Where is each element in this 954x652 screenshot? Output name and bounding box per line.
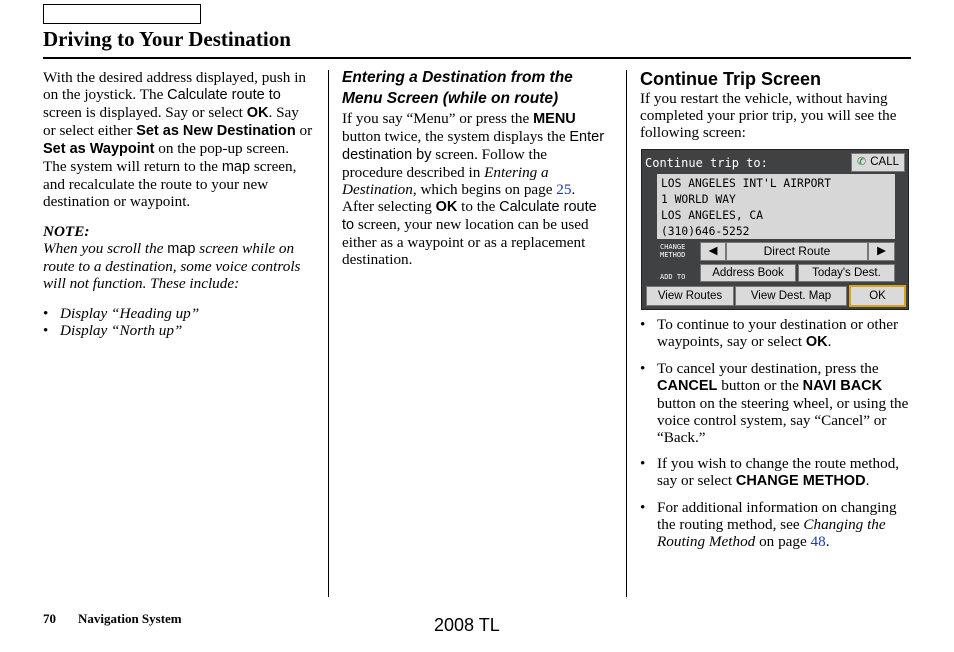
list-item: • Display “Heading up” <box>43 305 200 322</box>
change-method-label: CHANGE METHOD <box>660 243 686 259</box>
phone-icon: ✆ <box>857 156 867 168</box>
list-item: • If you wish to change the route method, say or select CHANGE METHOD. <box>640 455 900 489</box>
route-method-value[interactable]: Direct Route <box>726 242 868 261</box>
page-number: 70 <box>43 611 56 626</box>
view-dest-map-button[interactable]: View Dest. Map <box>735 286 847 306</box>
address-book-button[interactable]: Address Book <box>700 264 796 282</box>
todays-dest-button[interactable]: Today's Dest. <box>798 264 895 282</box>
list-item: • For additional information on changing the routing method, see Changing the Routing Method on page 48. <box>640 499 897 550</box>
screen-title: Continue trip to: <box>645 156 768 170</box>
page-title: Driving to Your Destination <box>43 27 291 51</box>
list-item: • To continue to your destination or other waypoints, say or select OK. <box>640 316 899 350</box>
column-3 <box>640 68 912 141</box>
note-list <box>43 305 313 339</box>
col1-paragraph: With the desired address displayed, push in on the joystick. The Calculate route to screen is displayed. Say or select OK. Say or select either Set as New Destination or Set as Waypoint on the pop-up screen. The system will return to the map screen, and recalculate the route to your new destination or waypoint. <box>43 69 313 210</box>
note-label: NOTE: <box>43 223 90 240</box>
next-method-button[interactable] <box>868 242 895 261</box>
section-heading-continue-trip: Continue Trip Screen <box>640 69 822 89</box>
list-item: • Display “North up” <box>43 322 183 339</box>
section-heading-menu: Entering a Destination from the Menu Screen (while on route) <box>342 69 573 107</box>
list-item: • To cancel your destination, press the CANCEL button or the NAVI BACK button on the steering wheel, or using the voice control system, say “Cancel” or “Back.” <box>640 360 909 446</box>
call-button[interactable]: ✆ CALL <box>851 153 905 172</box>
note-text: When you scroll the map screen while on route to a destination, some voice controls will not function. These include: <box>43 240 301 292</box>
page-link-25[interactable]: 25 <box>556 181 572 198</box>
col2-paragraph: If you say “Menu” or press the MENU button twice, the system displays the Enter destination by screen. Follow the procedure described in Entering a Destination, which begins on page 25. After selecting OK to the Calculate route to screen, your new location can be used either as a waypoint or as a replacement destination. <box>342 110 605 268</box>
header-rule <box>43 57 911 59</box>
ok-button[interactable]: OK <box>849 285 906 307</box>
view-routes-button[interactable]: View Routes <box>646 286 734 306</box>
options-list <box>640 316 912 550</box>
col3-intro: If you restart the vehicle, without having completed your prior trip, you will see the following screen: <box>640 90 897 141</box>
destination-address: LOS ANGELES INT'L AIRPORT 1 WORLD WAY LOS ANGELES, CA (310)646-5252 <box>657 174 895 239</box>
footer-model: 2008 TL <box>434 615 500 635</box>
header-tab-box <box>43 4 201 24</box>
page-link-48[interactable]: 48 <box>810 533 826 550</box>
previous-method-button[interactable] <box>700 242 726 261</box>
footer-label: Navigation System <box>78 611 182 626</box>
column-divider-2 <box>626 70 627 597</box>
arrow-right-icon: ▶ <box>877 245 886 257</box>
add-to-label: ADD TO <box>660 273 686 281</box>
column-1 <box>43 69 313 339</box>
column-divider-1 <box>328 70 329 597</box>
continue-trip-screenshot <box>641 149 909 310</box>
arrow-left-icon: ◀ <box>708 245 718 257</box>
column-2 <box>342 67 610 268</box>
continue-trip-options <box>640 316 912 550</box>
